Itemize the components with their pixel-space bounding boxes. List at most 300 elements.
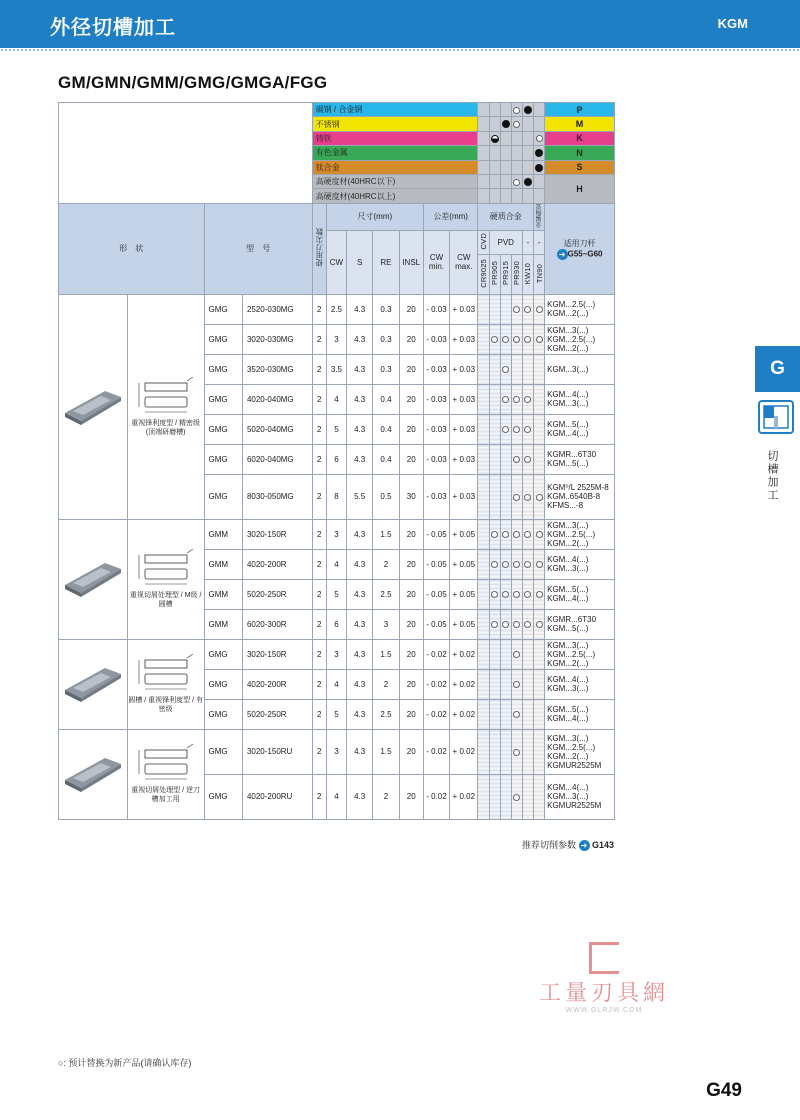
edges-value: 2 xyxy=(312,669,326,699)
re-value: 1.5 xyxy=(373,729,399,774)
tol-min-value: - 0.05 xyxy=(423,549,449,579)
holder-list xyxy=(545,474,615,519)
tol-min-value: - 0.03 xyxy=(423,474,449,519)
re-value: 0.4 xyxy=(373,414,399,444)
filled-circle-icon xyxy=(502,120,510,128)
grade-availability xyxy=(478,639,489,669)
holder-item: KGM...2(...) xyxy=(547,343,589,353)
grade-availability xyxy=(534,414,545,444)
material-grade-mark xyxy=(522,117,533,131)
grade-availability xyxy=(534,474,545,519)
insert-type: GMM xyxy=(204,519,242,549)
edges-value: 2 xyxy=(312,384,326,414)
holder-item: KGM...2(...) xyxy=(547,658,589,668)
grade-availability xyxy=(489,609,500,639)
header-model: 型 号 xyxy=(204,203,312,294)
grade-availability xyxy=(500,444,511,474)
insl-value: 20 xyxy=(399,294,423,324)
product-row[interactable] xyxy=(59,729,615,774)
open-circle-icon xyxy=(491,591,498,598)
grade-availability xyxy=(478,324,489,354)
tol-min-value: - 0.02 xyxy=(423,774,449,819)
s-value: 4.3 xyxy=(347,384,373,414)
open-circle-icon xyxy=(513,681,520,688)
page-header-code: KGM xyxy=(717,16,748,31)
grade-availability xyxy=(478,414,489,444)
s-value: 4.3 xyxy=(347,609,373,639)
grade-availability xyxy=(511,729,522,774)
s-value: 4.3 xyxy=(347,669,373,699)
insert-model: 8030-050MG xyxy=(242,474,312,519)
holder-item: KGM...2.5(...) xyxy=(547,649,596,659)
tol-max-value: + 0.05 xyxy=(450,579,478,609)
grade-availability xyxy=(500,609,511,639)
open-circle-icon xyxy=(513,794,520,801)
grade-availability xyxy=(534,354,545,384)
open-circle-icon xyxy=(536,591,543,598)
grade-availability xyxy=(500,774,511,819)
insert-type: GMM xyxy=(204,579,242,609)
open-circle-icon xyxy=(524,494,531,501)
re-value: 2 xyxy=(373,669,399,699)
insert-photo-icon xyxy=(61,748,125,798)
material-grade-mark xyxy=(500,189,511,203)
edges-value: 2 xyxy=(312,414,326,444)
tol-min-value: - 0.05 xyxy=(423,609,449,639)
header-edges xyxy=(312,203,326,294)
holder-item: KGMUR2525M xyxy=(547,760,602,770)
header-cermet xyxy=(534,203,545,230)
header-row xyxy=(59,203,615,230)
watermark-sub: WWW.GLRJW.COM xyxy=(565,1007,643,1014)
tol-min-value: - 0.05 xyxy=(423,579,449,609)
re-value: 0.4 xyxy=(373,444,399,474)
footnote: ○: 预计替换为新产品(请确认库存) xyxy=(58,1058,192,1068)
header-holder-label: 适用刀杆 xyxy=(563,238,596,248)
open-circle-icon xyxy=(524,456,531,463)
grade-availability xyxy=(522,579,533,609)
cw-value: 4 xyxy=(326,549,346,579)
grade-availability xyxy=(534,324,545,354)
grade-availability xyxy=(478,444,489,474)
open-circle-icon xyxy=(536,306,543,313)
insert-model: 5020-250R xyxy=(242,699,312,729)
open-circle-icon xyxy=(524,306,531,313)
insert-model: 4020-200RU xyxy=(242,774,312,819)
insert-image xyxy=(59,294,128,519)
edges-value: 2 xyxy=(312,699,326,729)
grade-availability xyxy=(534,444,545,474)
material-grade-mark xyxy=(522,160,533,174)
tol-min-value: - 0.02 xyxy=(423,699,449,729)
open-circle-icon xyxy=(491,621,498,628)
insl-value: 20 xyxy=(399,414,423,444)
holder-item: KGM...4(...) xyxy=(547,555,589,565)
open-circle-icon xyxy=(513,494,520,501)
grade-availability xyxy=(511,669,522,699)
holder-item: KGMR...6T30 xyxy=(547,450,597,460)
header-holder-ref[interactable] xyxy=(545,249,614,260)
s-value: 4.3 xyxy=(347,549,373,579)
holder-item: KGM...3(...) xyxy=(547,640,589,650)
insl-value: 20 xyxy=(399,444,423,474)
insert-model: 6020-300R xyxy=(242,609,312,639)
open-circle-icon xyxy=(491,531,498,538)
material-grade-mark xyxy=(500,117,511,131)
tol-max-value: + 0.05 xyxy=(450,549,478,579)
open-circle-icon xyxy=(536,494,543,501)
holder-list xyxy=(545,519,615,549)
grade-availability xyxy=(534,669,545,699)
grade-availability xyxy=(478,609,489,639)
insert-model: 5020-040MG xyxy=(242,414,312,444)
material-code: H xyxy=(545,174,615,203)
grade-availability xyxy=(500,474,511,519)
product-row[interactable] xyxy=(59,639,615,669)
tol-max-value: + 0.02 xyxy=(450,669,478,699)
grade-availability xyxy=(534,639,545,669)
filled-circle-icon xyxy=(535,149,543,157)
grade-availability xyxy=(511,354,522,384)
side-tab[interactable]: G xyxy=(755,346,800,392)
edges-value: 2 xyxy=(312,324,326,354)
material-grade-mark xyxy=(534,103,545,117)
material-grade-mark xyxy=(511,131,522,145)
dotted-divider xyxy=(0,48,800,53)
s-value: 4.3 xyxy=(347,639,373,669)
insert-caption: 重视切屑处理型 / M级 / 圆槽 xyxy=(129,592,202,609)
grade-availability xyxy=(522,519,533,549)
insert-model: 3520-030MG xyxy=(242,354,312,384)
header-cermet-label: 金属陶瓷 xyxy=(536,203,543,228)
recommend-params[interactable] xyxy=(522,838,614,851)
open-circle-icon xyxy=(513,621,520,628)
grade-availability xyxy=(511,549,522,579)
insert-diagram xyxy=(127,519,204,639)
material-grade-mark xyxy=(534,131,545,145)
watermark xyxy=(534,942,674,1014)
holder-item: KGM...4(...) xyxy=(547,714,589,724)
holder-list xyxy=(545,669,615,699)
open-circle-icon xyxy=(536,621,543,628)
s-value: 4.3 xyxy=(347,444,373,474)
re-value: 2 xyxy=(373,774,399,819)
insert-photo-icon xyxy=(61,553,125,603)
header-shape: 形 状 xyxy=(59,203,205,294)
grade-availability xyxy=(478,294,489,324)
header-grades: 硬质合金 xyxy=(478,203,534,230)
holder-item: KGM...5(...) xyxy=(547,459,589,469)
material-grade-mark xyxy=(522,146,533,160)
tol-max-value: + 0.02 xyxy=(450,774,478,819)
grade-availability xyxy=(511,609,522,639)
grooving-icon xyxy=(758,400,794,434)
holder-item: KGM...5(...) xyxy=(547,420,589,430)
cw-value: 4 xyxy=(326,774,346,819)
tol-max-value: + 0.03 xyxy=(450,414,478,444)
insl-value: 20 xyxy=(399,669,423,699)
edges-value: 2 xyxy=(312,549,326,579)
grade-availability xyxy=(522,699,533,729)
grade-availability xyxy=(534,294,545,324)
grade-availability xyxy=(489,549,500,579)
insert-model: 4020-200R xyxy=(242,549,312,579)
grade-availability xyxy=(534,579,545,609)
material-name: 碳钢 / 合金钢 xyxy=(312,103,478,117)
material-grade-mark xyxy=(534,189,545,203)
re-value: 0.3 xyxy=(373,294,399,324)
insert-type: GMG xyxy=(204,324,242,354)
grade-availability xyxy=(500,579,511,609)
holder-item: KGM...2(...) xyxy=(547,538,589,548)
open-circle-icon xyxy=(502,591,509,598)
product-row[interactable] xyxy=(59,294,615,324)
material-grade-mark xyxy=(478,103,489,117)
grade-availability xyxy=(534,549,545,579)
tol-max-value: + 0.05 xyxy=(450,519,478,549)
re-value: 2 xyxy=(373,549,399,579)
insert-type: GMG xyxy=(204,639,242,669)
edges-value: 2 xyxy=(312,294,326,324)
header-dims: 尺寸(mm) xyxy=(326,203,423,230)
cw-value: 4 xyxy=(326,384,346,414)
header-tol-min: CW min. xyxy=(423,230,449,294)
insert-model: 3020-150R xyxy=(242,519,312,549)
grade-availability xyxy=(478,474,489,519)
material-name: 铸铁 xyxy=(312,131,478,145)
material-grade-mark xyxy=(500,174,511,188)
grade-availability xyxy=(478,699,489,729)
s-value: 4.3 xyxy=(347,354,373,384)
open-circle-icon xyxy=(502,621,509,628)
edges-value: 2 xyxy=(312,474,326,519)
grade-availability xyxy=(500,549,511,579)
tol-max-value: + 0.03 xyxy=(450,474,478,519)
insert-model: 3020-150R xyxy=(242,639,312,669)
section-title: GM/GMN/GMM/GMG/GMGA/FGG xyxy=(58,73,328,92)
holder-item: KGM...2(...) xyxy=(547,751,589,761)
tol-min-value: - 0.03 xyxy=(423,294,449,324)
open-circle-icon xyxy=(536,531,543,538)
holder-item: KGM...4(...) xyxy=(547,390,589,400)
s-value: 4.3 xyxy=(347,729,373,774)
insert-image xyxy=(59,639,128,729)
header-col-re: RE xyxy=(373,230,399,294)
material-grade-mark xyxy=(478,189,489,203)
watermark-logo-icon xyxy=(589,942,619,974)
tol-max-value: + 0.02 xyxy=(450,639,478,669)
open-circle-icon xyxy=(513,561,520,568)
open-circle-icon xyxy=(513,179,520,186)
grade-availability xyxy=(489,474,500,519)
cw-value: 6 xyxy=(326,609,346,639)
open-circle-icon xyxy=(513,456,520,463)
cw-value: 3 xyxy=(326,639,346,669)
material-code: M xyxy=(545,117,615,131)
insert-drawing-icon xyxy=(131,377,201,417)
grade-availability xyxy=(500,354,511,384)
insert-type: GMG xyxy=(204,474,242,519)
half-circle-icon xyxy=(491,135,499,143)
holder-list xyxy=(545,414,615,444)
open-circle-icon xyxy=(502,396,509,403)
blank-corner xyxy=(59,103,313,204)
grade-availability xyxy=(522,444,533,474)
product-row[interactable] xyxy=(59,519,615,549)
grade-name-label: PR905 xyxy=(490,261,500,286)
grade-availability xyxy=(489,579,500,609)
grade-availability xyxy=(511,474,522,519)
holder-item: KGM...3(...) xyxy=(547,325,589,335)
header-grade-name xyxy=(489,254,500,294)
spec-table xyxy=(58,102,615,820)
insert-type: GMG xyxy=(204,699,242,729)
open-circle-icon xyxy=(513,711,520,718)
re-value: 1.5 xyxy=(373,519,399,549)
material-grade-mark xyxy=(511,189,522,203)
insert-type: GMG xyxy=(204,354,242,384)
material-grade-mark xyxy=(489,117,500,131)
holder-item: KGM...4(...) xyxy=(547,429,589,439)
insl-value: 20 xyxy=(399,549,423,579)
material-grade-mark xyxy=(522,103,533,117)
cw-value: 6 xyxy=(326,444,346,474)
tol-min-value: - 0.03 xyxy=(423,324,449,354)
grade-availability xyxy=(511,519,522,549)
re-value: 0.5 xyxy=(373,474,399,519)
open-circle-icon xyxy=(513,336,520,343)
edges-value: 2 xyxy=(312,729,326,774)
material-code: P xyxy=(545,103,615,117)
open-circle-icon xyxy=(513,591,520,598)
grade-availability xyxy=(489,414,500,444)
open-circle-icon xyxy=(513,749,520,756)
holder-item: KGM...4(...) xyxy=(547,783,589,793)
holder-item: KGM...4(...) xyxy=(547,675,589,685)
tol-min-value: - 0.03 xyxy=(423,384,449,414)
insert-diagram xyxy=(127,294,204,519)
material-grade-mark xyxy=(500,146,511,160)
grade-availability xyxy=(500,729,511,774)
open-circle-icon xyxy=(524,591,531,598)
material-grade-mark xyxy=(500,103,511,117)
holder-list xyxy=(545,384,615,414)
insert-photo-icon xyxy=(61,658,125,708)
insert-model: 2520-030MG xyxy=(242,294,312,324)
insert-type: GMG xyxy=(204,294,242,324)
grade-availability xyxy=(522,324,533,354)
insert-type: GMG xyxy=(204,414,242,444)
tol-max-value: + 0.03 xyxy=(450,444,478,474)
grade-availability xyxy=(511,324,522,354)
insert-caption: 重视切屑处理型 / 逆刀槽加工用 xyxy=(131,787,201,804)
tol-min-value: - 0.05 xyxy=(423,519,449,549)
grade-availability xyxy=(489,699,500,729)
insert-caption: 重视锋利度型 / 精密级 (顶端研磨槽) xyxy=(131,419,201,436)
holder-item: KGM...5(...) xyxy=(547,624,589,634)
grade-availability xyxy=(478,669,489,699)
insl-value: 30 xyxy=(399,474,423,519)
open-circle-icon xyxy=(524,531,531,538)
tol-min-value: - 0.02 xyxy=(423,729,449,774)
open-circle-icon xyxy=(513,306,520,313)
grade-availability xyxy=(534,774,545,819)
grade-availability xyxy=(489,774,500,819)
insl-value: 20 xyxy=(399,609,423,639)
grade-availability xyxy=(522,669,533,699)
holder-item: KGM...3(...) xyxy=(547,733,589,743)
grade-availability xyxy=(522,609,533,639)
material-name: 不锈钢 xyxy=(312,117,478,131)
holder-list xyxy=(545,324,615,354)
holder-item: KGM...3(...) xyxy=(547,564,589,574)
grade-availability xyxy=(478,519,489,549)
open-circle-icon xyxy=(513,107,520,114)
open-circle-icon xyxy=(524,396,531,403)
grade-availability xyxy=(500,414,511,444)
tol-min-value: - 0.03 xyxy=(423,354,449,384)
holder-list xyxy=(545,354,615,384)
grade-availability xyxy=(511,444,522,474)
grade-availability xyxy=(500,384,511,414)
tol-min-value: - 0.03 xyxy=(423,444,449,474)
edges-value: 2 xyxy=(312,579,326,609)
grade-name-label: PR930 xyxy=(512,261,522,286)
header-col-s: S xyxy=(347,230,373,294)
material-grade-mark xyxy=(489,160,500,174)
insert-caption: 圆槽 / 重视锋利度型 / 有密级 xyxy=(128,697,203,714)
open-circle-icon xyxy=(524,426,531,433)
open-circle-icon xyxy=(491,561,498,568)
open-circle-icon xyxy=(513,121,520,128)
cw-value: 3 xyxy=(326,324,346,354)
header-dash: - xyxy=(522,230,533,254)
grade-availability xyxy=(478,384,489,414)
holder-item: KGM...2.5(...) xyxy=(547,529,596,539)
insl-value: 20 xyxy=(399,519,423,549)
open-circle-icon xyxy=(502,366,509,373)
material-grade-mark xyxy=(511,160,522,174)
grade-name-label: TN90 xyxy=(534,263,544,283)
edges-value: 2 xyxy=(312,774,326,819)
grade-availability xyxy=(522,639,533,669)
holder-item: KGM...2.5(...) xyxy=(547,334,596,344)
open-circle-icon xyxy=(502,561,509,568)
grade-availability xyxy=(534,519,545,549)
material-name: 高硬度材(40HRC以上) xyxy=(312,189,478,203)
open-circle-icon xyxy=(513,531,520,538)
insert-type: GMG xyxy=(204,774,242,819)
grade-availability xyxy=(511,699,522,729)
edges-value: 2 xyxy=(312,519,326,549)
holder-list xyxy=(545,639,615,669)
tol-max-value: + 0.02 xyxy=(450,729,478,774)
re-value: 1.5 xyxy=(373,639,399,669)
material-code: S xyxy=(545,160,615,174)
holder-list xyxy=(545,609,615,639)
s-value: 4.3 xyxy=(347,579,373,609)
insert-image xyxy=(59,519,128,639)
insl-value: 20 xyxy=(399,354,423,384)
holder-list xyxy=(545,699,615,729)
insert-model: 3020-030MG xyxy=(242,324,312,354)
grade-availability xyxy=(522,474,533,519)
header-edges-label: 使用刀尖数 xyxy=(314,228,324,267)
grade-availability xyxy=(489,354,500,384)
cw-value: 5 xyxy=(326,699,346,729)
header-dash: - xyxy=(534,230,545,254)
grade-availability xyxy=(489,519,500,549)
